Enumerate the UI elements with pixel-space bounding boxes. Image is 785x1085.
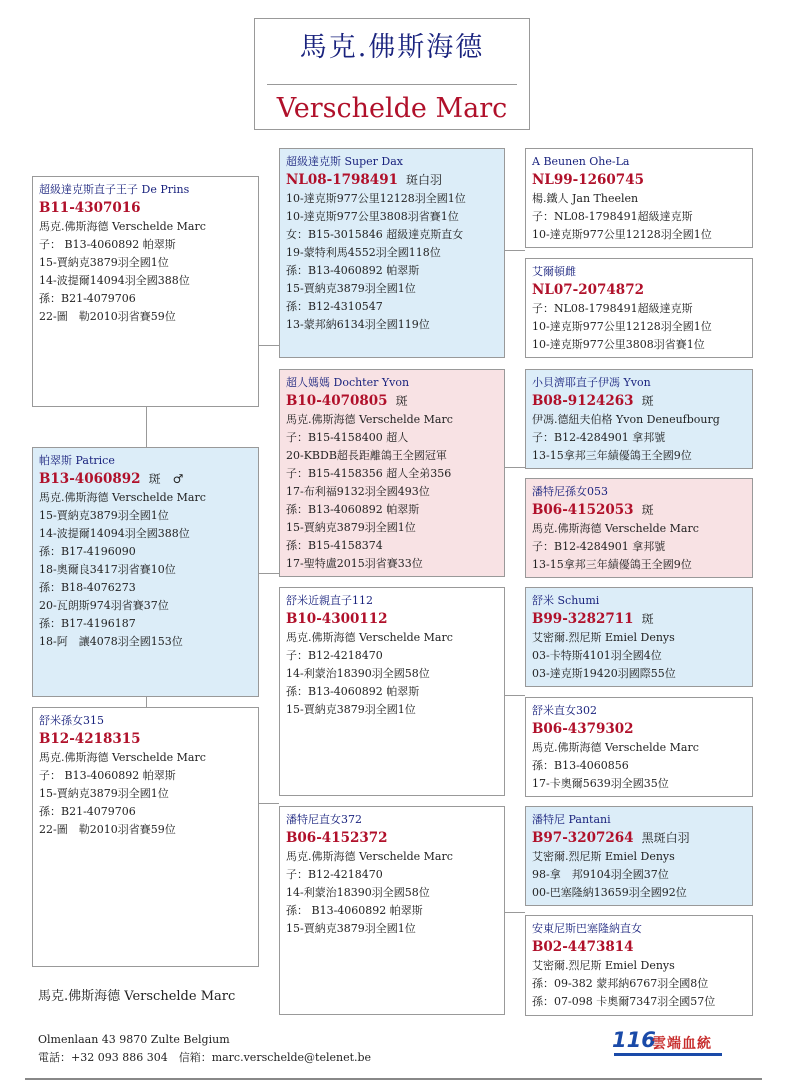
pigeon-info-line: 20-瓦朗斯974羽省賽37位 [39, 599, 169, 612]
ring-number: B06-4152372 [286, 830, 388, 846]
great-grandparent-card-1 [525, 148, 753, 248]
pigeon-info-line: 孫：B15-4158374 [286, 539, 383, 552]
connector-line [259, 345, 279, 346]
pigeon-info-line: 孫：B21-4079706 [39, 292, 136, 305]
pigeon-info-line: 15-賈納克3879羽全國1位 [39, 509, 169, 522]
pigeon-info-line: 22-圖 勒2010羽省賽59位 [39, 310, 176, 323]
pigeon-info-line: 孫：B13-4060856 [532, 759, 629, 772]
pigeon-info-line: 子：B12-4218470 [286, 868, 383, 881]
ring-number: B10-4070805 斑 [286, 393, 408, 409]
pigeon-info-line: 女：B15-3015846 超級達克斯直女 [286, 228, 464, 241]
pigeon-info-line: 子：B12-4218470 [286, 649, 383, 662]
pigeon-info-line: 艾密爾.烈尼斯 Emiel Denys [532, 631, 675, 644]
dam-card [32, 707, 259, 967]
pigeon-info-line: 15-賈納克3879羽全國1位 [286, 703, 416, 716]
pigeon-info-line: 10-達克斯977公里12128羽全國1位 [532, 320, 712, 333]
pigeon-info-line: 15-賈納克3879羽全國1位 [286, 922, 416, 935]
great-grandparent-card-3 [525, 369, 753, 469]
pigeon-name: A Beunen Ohe-La [532, 155, 630, 168]
ring-number: B06-4152053 斑 [532, 502, 654, 518]
pigeon-info-line: 10-達克斯977公里3808羽省賽1位 [286, 210, 459, 223]
breeder-name: 馬克.佛斯海德 Verschelde Marc [38, 989, 236, 1004]
pigeon-info-line: 子： B13-4060892 帕翠斯 [39, 238, 176, 251]
pigeon-info-line: 15-賈納克3879羽全國1位 [39, 787, 169, 800]
pigeon-info-line: 孫： B13-4060892 帕翠斯 [286, 904, 423, 917]
address-line: Olmenlaan 43 9870 Zulte Belgium [38, 1033, 230, 1046]
great-grandparent-card-6 [525, 697, 753, 797]
pigeon-info-line: 13-蒙邦納6134羽全國119位 [286, 318, 430, 331]
ring-number: B13-4060892 斑 ♂ [39, 471, 184, 487]
great-grandparent-card-2 [525, 258, 753, 358]
pigeon-info-line: 14-利蒙治18390羽全國58位 [286, 886, 430, 899]
pigeon-info-line: 10-達克斯977公里3808羽省賽1位 [532, 338, 705, 351]
connector-line [505, 695, 525, 696]
pigeon-name: 超人媽媽 Dochter Yvon [286, 376, 410, 389]
sire-card [32, 447, 259, 697]
great-grandparent-card-8 [525, 915, 753, 1016]
pigeon-info-line: 98-拿 邦9104羽全國37位 [532, 868, 669, 881]
pigeon-info-line: 17-布利福9132羽全國493位 [286, 485, 430, 498]
pigeon-info-line: 馬克.佛斯海德 Verschelde Marc [286, 413, 453, 426]
ring-number: NL08-1798491 斑白羽 [286, 172, 442, 188]
pigeon-info-line: 孫：07-098 卡奧爾7347羽全國57位 [532, 995, 716, 1008]
pigeon-info-line: 馬克.佛斯海德 Verschelde Marc [39, 751, 206, 764]
pigeon-info-line: 馬克.佛斯海德 Verschelde Marc [532, 522, 699, 535]
pigeon-info-line: 15-賈納克3879羽全國1位 [286, 521, 416, 534]
pigeon-info-line: 00-巴塞隆納13659羽全國92位 [532, 886, 687, 899]
great-grandparent-card-4 [525, 478, 753, 578]
pigeon-info-line: 03-達克斯19420羽國際55位 [532, 667, 676, 680]
ring-number: B08-9124263 斑 [532, 393, 654, 409]
pigeon-name: 超級達克斯直子王子 De Prins [39, 183, 190, 196]
pigeon-info-line: 子：B15-4158400 超人 [286, 431, 409, 444]
pigeon-name: 舒米 Schumi [532, 594, 600, 607]
ring-number: B99-3282711 斑 [532, 611, 654, 627]
pigeon-info-line: 子：NL08-1798491超級達克斯 [532, 302, 693, 315]
pigeon-info-line: 子：NL08-1798491超級達克斯 [532, 210, 693, 223]
pigeon-info-line: 子：B15-4158356 超人全弟356 [286, 467, 452, 480]
pigeon-info-line: 孫：B21-4079706 [39, 805, 136, 818]
ring-number: B11-4307016 [39, 200, 141, 216]
pigeon-info-line: 孫：09-382 蒙邦納6767羽全國8位 [532, 977, 709, 990]
pigeon-name: 舒米近親直子112 [286, 594, 373, 607]
pigeon-info-line: 馬克.佛斯海德 Verschelde Marc [39, 491, 206, 504]
great-grandparent-card-7 [525, 806, 753, 906]
title-chinese: 馬克.佛斯海德 [299, 32, 485, 63]
pigeon-info-line: 15-賈納克3879羽全國1位 [286, 282, 416, 295]
great-grandparent-card-5 [525, 587, 753, 687]
pigeon-info-line: 孫：B13-4060892 帕翠斯 [286, 503, 420, 516]
ring-number: B97-3207264 黑斑白羽 [532, 830, 690, 846]
pigeon-info-line: 17-卡奧爾5639羽全國35位 [532, 777, 669, 790]
connector-line [259, 573, 279, 574]
contact-line: 電話：+32 093 886 304 信箱：marc.verschelde@telenet.be [38, 1051, 372, 1064]
connector-line [146, 697, 147, 707]
connector-line [505, 912, 525, 913]
brand-logo [612, 1028, 722, 1056]
pigeon-info-line: 03-卡特斯4101羽全國4位 [532, 649, 662, 662]
pigeon-info-line: 20-KBDB超長距離鴿王全國冠軍 [286, 449, 447, 462]
pigeon-info-line: 17-聖特盧2015羽省賽33位 [286, 557, 423, 570]
ring-number: NL99-1260745 [532, 172, 644, 188]
pigeon-info-line: 子：B12-4284901 拿邦號 [532, 431, 666, 444]
pigeon-info-line: 孫：B18-4076273 [39, 581, 136, 594]
pigeon-info-line: 18-奧爾良3417羽省賽10位 [39, 563, 176, 576]
ring-number: B12-4218315 [39, 731, 141, 747]
pigeon-info-line: 10-達克斯977公里12128羽全國1位 [532, 228, 712, 241]
pigeon-info-line: 孫：B12-4310547 [286, 300, 383, 313]
title-english: Verschelde Marc [276, 93, 508, 124]
logo-text: 雲端血統 [652, 1036, 712, 1052]
pigeon-info-line: 13-15拿邦三年績優鴿王全國9位 [532, 558, 692, 571]
pigeon-info-line: 孫：B13-4060892 帕翠斯 [286, 685, 420, 698]
pigeon-name: 潘特尼 Pantani [532, 813, 611, 826]
ring-number: NL07-2074872 [532, 282, 644, 298]
pigeon-info-line: 孫：B17-4196187 [39, 617, 136, 630]
pigeon-info-line: 艾密爾.烈尼斯 Emiel Denys [532, 959, 675, 972]
pigeon-name: 舒米孫女315 [39, 714, 104, 727]
pigeon-info-line: 22-圖 勒2010羽省賽59位 [39, 823, 176, 836]
pigeon-info-line: 子：B12-4284901 拿邦號 [532, 540, 666, 553]
ring-number: B06-4379302 [532, 721, 634, 737]
pigeon-info-line: 馬克.佛斯海德 Verschelde Marc [39, 220, 206, 233]
pigeon-name: 舒米直女302 [532, 704, 597, 717]
pigeon-info-line: 18-阿 讓4078羽全國153位 [39, 635, 183, 648]
pigeon-info-line: 艾密爾.烈尼斯 Emiel Denys [532, 850, 675, 863]
pigeon-info-line: 子： B13-4060892 帕翠斯 [39, 769, 176, 782]
pigeon-name: 超級達克斯 Super Dax [286, 155, 404, 168]
logo-underline [614, 1053, 722, 1056]
connector-line [146, 407, 147, 447]
subject-pigeon-card [32, 176, 259, 407]
pigeon-info-line: 馬克.佛斯海德 Verschelde Marc [286, 850, 453, 863]
pigeon-name: 潘特尼直女372 [286, 813, 362, 826]
granddam-maternal-card [279, 806, 505, 1015]
connector-line [505, 467, 525, 468]
pigeon-name: 艾爾頓雌 [532, 265, 576, 278]
pigeon-name: 小貝濟耶直子伊馮 Yvon [532, 376, 651, 389]
pigeon-info-line: 孫：B13-4060892 帕翠斯 [286, 264, 420, 277]
title-divider [267, 84, 517, 85]
pigeon-name: 安東尼斯巴塞隆納直女 [532, 922, 642, 935]
pigeon-info-line: 孫：B17-4196090 [39, 545, 136, 558]
grandsire-paternal-card [279, 148, 505, 358]
pigeon-name: 帕翠斯 Patrice [39, 454, 115, 467]
pigeon-info-line: 13-15拿邦三年績優鴿王全國9位 [532, 449, 692, 462]
grandsire-maternal-card [279, 587, 505, 796]
ring-number: B10-4300112 [286, 611, 388, 627]
footer-divider [25, 1078, 762, 1080]
pigeon-info-line: 15-賈納克3879羽全國1位 [39, 256, 169, 269]
pigeon-info-line: 14-波提爾14094羽全國388位 [39, 274, 190, 287]
pigeon-info-line: 14-波提爾14094羽全國388位 [39, 527, 190, 540]
ring-number: B02-4473814 [532, 939, 634, 955]
pigeon-name: 潘特尼孫女053 [532, 485, 608, 498]
pigeon-info-line: 19-蒙特利馬4552羽全國118位 [286, 246, 441, 259]
pedigree-title-box [254, 18, 530, 130]
pigeon-info-line: 10-達克斯977公里12128羽全國1位 [286, 192, 466, 205]
pigeon-info-line: 伊馮.德紐夫伯格 Yvon Deneufbourg [532, 413, 720, 426]
pigeon-info-line: 馬克.佛斯海德 Verschelde Marc [286, 631, 453, 644]
connector-line [259, 803, 279, 804]
pigeon-info-line: 馬克.佛斯海德 Verschelde Marc [532, 741, 699, 754]
pigeon-info-line: 14-利蒙治18390羽全國58位 [286, 667, 430, 680]
connector-line [505, 250, 525, 251]
pigeon-info-line: 楊.鐵人 Jan Theelen [532, 192, 639, 205]
granddam-paternal-card [279, 369, 505, 577]
logo-number: 116 [612, 1028, 656, 1052]
breeder-contact [38, 1031, 371, 1067]
